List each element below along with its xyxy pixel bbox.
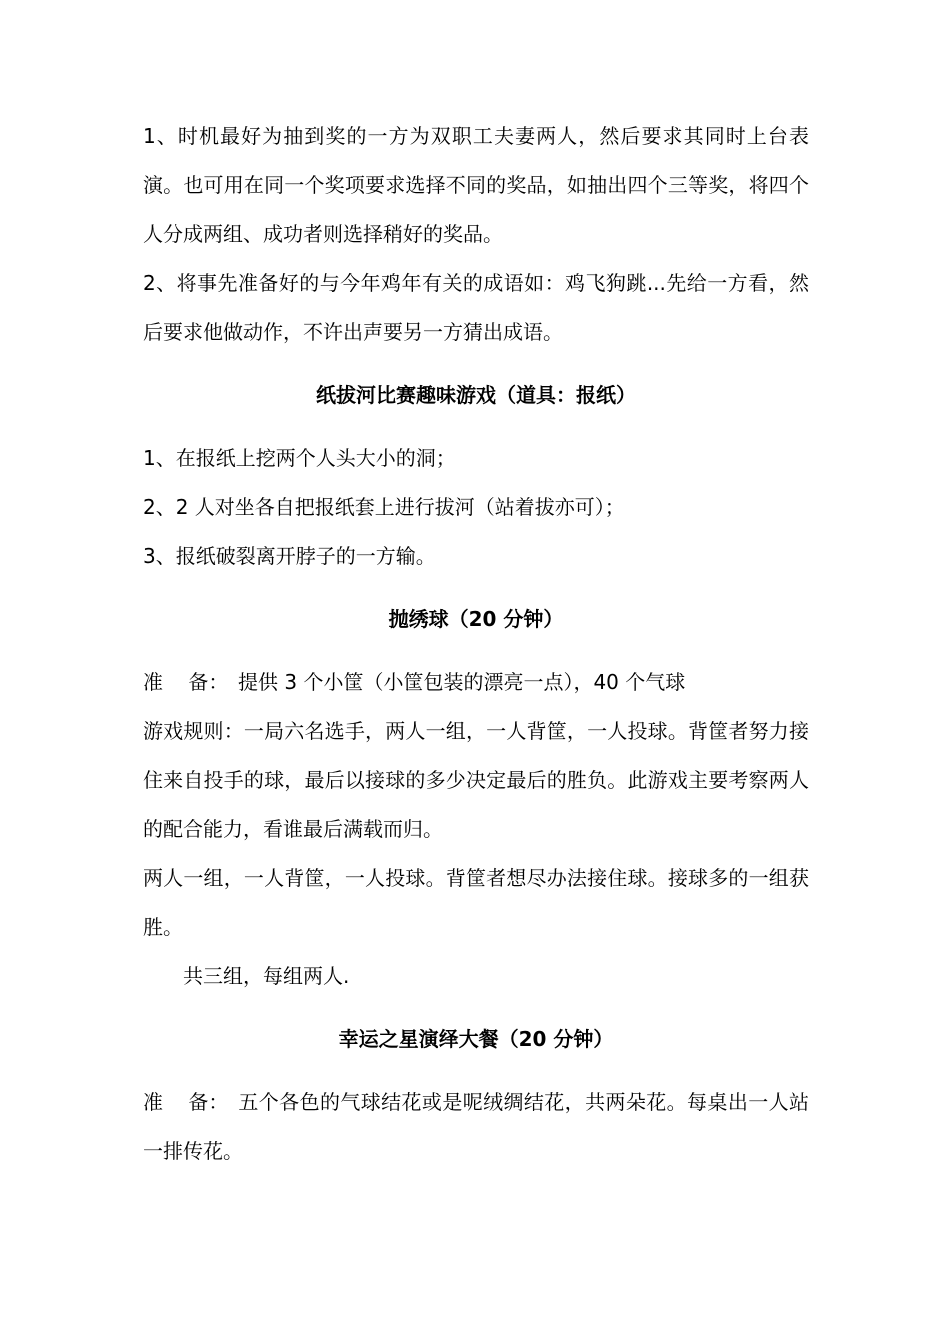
list-item: 2、2 人对坐各自把报纸套上进行拔河（站着拔亦可）； [143, 495, 625, 519]
list-item: 3、报纸破裂离开脖子的一方输。 [143, 544, 436, 568]
section-title-throw-ball: 抛绣球（20 分钟） [388, 607, 564, 631]
preparation-text: 五个各色的气球结花或是呢绒绸结花，共两朵花。每桌出一人站一排传花。 [143, 1090, 809, 1163]
list-item: 1、在报纸上挖两个人头大小的洞； [143, 446, 456, 470]
section-title-paper-tug-of-war: 纸拔河比赛趣味游戏（道具：报纸） [316, 383, 636, 407]
preparation-text: 提供 3 个小筐（小筐包装的漂亮一点），40 个气球 [238, 670, 686, 694]
preparation-label: 准 备： [143, 1090, 229, 1114]
paragraph-tip-1: 1、时机最好为抽到奖的一方为双职工夫妻两人，然后要求其同时上台表演。也可用在同一个奖项要求选择不同的奖品，如抽出四个三等奖，将四个人分成两组、成功者则选择稍好的奖品。 [143, 124, 809, 246]
preparation-line [143, 658, 809, 707]
game-rules: 游戏规则：一局六名选手，两人一组，一人背筐，一人投球。背筐者努力接住来自投手的球，最后以接球的多少决定最后的胜负。此游戏主要考察两人的配合能力，看谁最后满载而归。 [143, 719, 809, 841]
document-content [143, 112, 809, 1176]
paragraph-tip-2: 2、将事先准备好的与今年鸡年有关的成语如：鸡飞狗跳...先给一方看，然后要求他做动作，不许出声要另一方猜出成语。 [143, 271, 809, 344]
paragraph-groups: 共三组，每组两人. [183, 964, 350, 988]
paragraph-extra: 两人一组，一人背筐，一人投球。背筐者想尽办法接住球。接球多的一组获胜。 [143, 866, 809, 939]
preparation-line [143, 1078, 809, 1176]
section-title-lucky-star: 幸运之星演绎大餐（20 分钟） [338, 1027, 614, 1051]
preparation-label: 准 备： [143, 670, 229, 694]
